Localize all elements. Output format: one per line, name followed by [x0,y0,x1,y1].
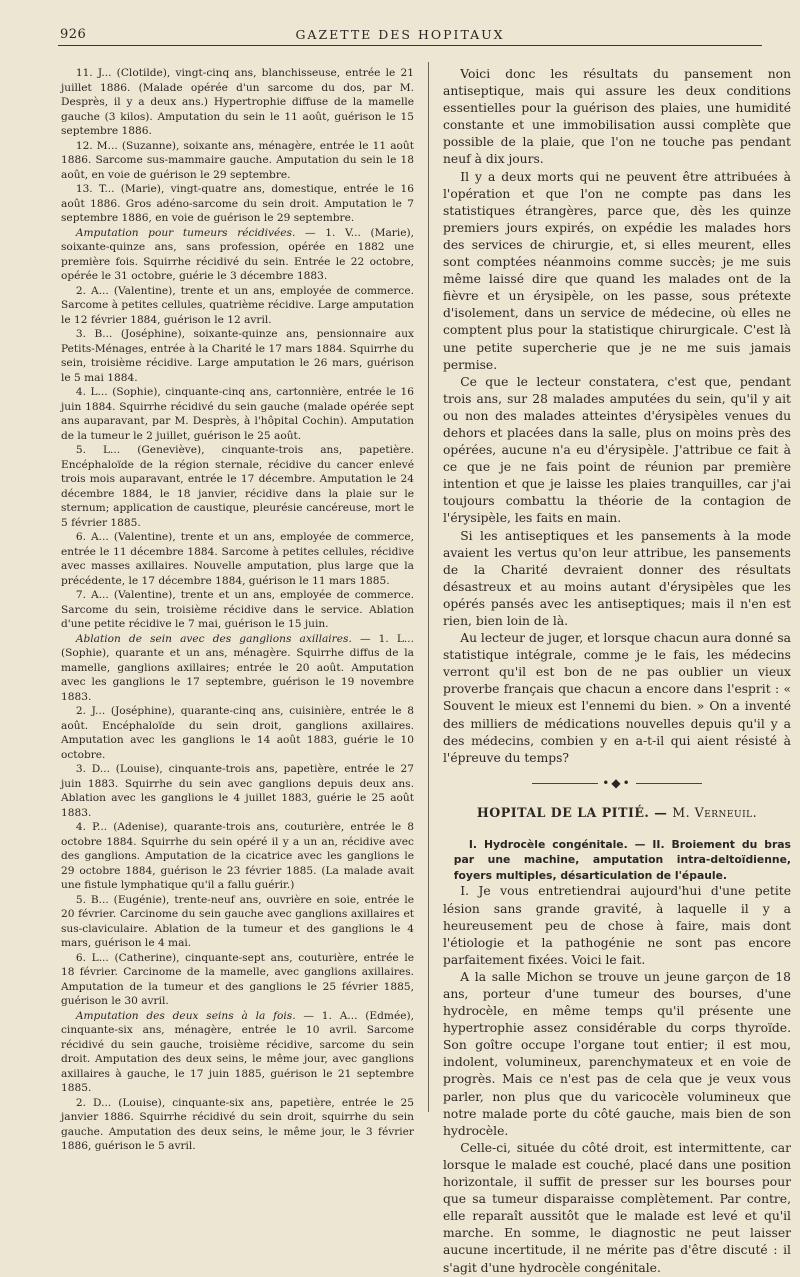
case-paragraph: 3. B... (Joséphine), soixante-quinze ans, pensionnaire aux Petits-Ménages, entrée à la Charité le 17 mars 1884. Squirrhe du sein, troisième récidive. Large amputation le 26 mars, guérison le 5 mai 1884. [61,328,414,384]
case-paragraph: 2. J... (Joséphine), quarante-cinq ans, cuisinière, entrée le 8 août. Encéphaloïde du sein droit, ganglions axillaires. Amputation avec les ganglions le 14 août 1883, guérie le 10 octobre. [61,705,414,761]
case-paragraph: 11. J... (Clotilde), vingt-cinq ans, blanchisseuse, entrée le 21 juillet 1886. (Malade opérée d'un sarcome du dos, par M. Desprès, il y a deux ans.) Hypertrophie diffuse de la mamelle gauche (3 kilos). Amputation du sein le 11 août, guérison le 15 septembre 1886. [61,67,414,137]
section-ornament: •◆• [443,776,791,792]
recidive-case-1 [61,226,414,284]
title-dash: — [654,804,668,820]
hospital-name: HOPITAL DE LA PITIÉ. [476,804,650,820]
body-paragraph: Voici donc les résultats du pansement non antiseptique, mais qui assure les deux conditions essentielles pour la guérison des plaies, une humidité constante et une immobilisation aussi complète que possible de la plaie, que l'on ne touche pas pendant neuf à dix jours. [443,67,791,167]
case-paragraph: 13. T... (Marie), vingt-quatre ans, domestique, entrée le 16 août 1886. Gros adéno-sarcome du sein droit. Amputation le 7 septembre 1886, en voie de guérison le 29 septembre. [61,183,414,224]
lecture-paragraph: Celle-ci, située du côté droit, est intermittente, car lorsque le malade est couché, placé dans une position horizontale, il suffit de presser sur les bourses pour que sa tumeur disparaisse complètement. Par contre, elle reparaît aussitôt que le malade est levé et qu'il marche. En somme, le diagnostic ne peut laisser aucune incertitude, il ne mérite pas d'être discuté : il s'agit d'une hydrocèle congénitale. [443,1140,791,1275]
body-paragraph: Au lecteur de juger, et lorsque chacun aura donné sa statistique intégrale, comme je le fais, les médecins verront qu'il est bon de ne pas oublier un vieux proverbe français que chacun a encore dans l'esprit : « Souvent le mieux est l'ennemi du bien. » On a inventé des milliers de médications nouvelles depuis qu'il y a des médecins, combien y en a-t-il qui aient résisté à l'épreuve du temps? [443,631,791,765]
left-column [61,66,414,1154]
case-paragraph: 7. A... (Valentine), trente et un ans, employée de commerce. Sarcome du sein, troisième récidive dans le service. Ablation d'une petite récidive le 7 mai, guérison le 15 juin. [61,589,414,630]
right-column [443,66,791,1277]
lecture-paragraph: I. Je vous entretiendrai aujourd'hui d'une petite lésion sans grande gravité, à laquelle il y a heureusement peu de chose à faire, mais dont l'étiologie et la pathogénie ne sont pas encore parfaitement fixées. Voici le fait. [443,884,791,967]
ganglions-heading: Ablation de sein avec des ganglions axillaires. [75,632,352,645]
case-paragraph: 2. D... (Louise), cinquante-six ans, papetière, entrée le 25 janvier 1886. Squirrhe récidivé du sein droit, squirrhe du sein gauche. Amputation des deux seins, le même jour, le 3 février 1886, guérison le 5 avril. [61,1096,414,1152]
deux-seins-heading: Amputation des deux seins à la fois. [75,1009,296,1022]
body-paragraph: Il y a deux morts qui ne peuvent être attribuées à l'opération et que l'on ne compte pas dans les statistiques étrangères, parce que, dès les quinze premiers jours expirés, on expédie les malades hors des services de chirurgie, et, si elles meurent, elles sont comptées néanmoins comme succès; je me suis même laissé dire que quand les malades ont de la fièvre et un érysipèle, on les passe, sous prétexte d'isolement, dans un service de médecine, où elles ne comptent plus pour la statistique chirurgicale. C'est là une petite supercherie que je ne me suis jamais permise. [443,169,791,372]
case-text: — 1. L... (Sophie), quarante et un ans, ménagère. Squirrhe diffus de la mamelle, ganglions axillaires; entrée le 20 août. Amputation avec les ganglions le 17 septembre, guérison le 19 novembre 1883. [61,632,414,703]
case-text: — 1. V... (Marie), soixante-quinze ans, sans profession, opérée en 1882 une première fois. Squirrhe récidivé du sein. Entrée le 22 octobre, opérée le 31 octobre, guérie le 3 décembre 1883. [61,226,414,282]
ganglions-case-1 [61,632,414,705]
body-paragraph: Si les antiseptiques et les pansements à la mode avaient les vertus qu'on leur attribue, les pansements de la Charité devraient donner des résultats désastreux et au moins autant d'érysipèles que les opérés pansés avec les antiseptiques; mais il n'en est rien, bien loin de là. [443,528,791,628]
lecture-summary: I. Hydrocèle congénitale. — II. Broiement du bras par une machine, amputation intra-deltoïdienne, foyers multiples, désarticulation de l'épaule. [453,837,791,882]
lecturer-name: M. Verneuil. [672,804,758,820]
case-paragraph: 6. A... (Valentine), trente et un ans, employée de commerce, entrée le 11 décembre 1884. Sarcome à petites cellules, récidive avec masses axillaires. Nouvelle amputation, plus large que la précédente, le 17 décembre 1884, guérison le 11 mars 1885. [61,531,414,587]
case-paragraph: 6. L... (Catherine), cinquante-sept ans, couturière, entrée le 18 février. Carcinome de la mamelle, avec ganglions axillaires. Amputation de la tumeur et des ganglions le 25 février 1885, guérison le 30 avril. [61,951,414,1007]
page-number: 926 [60,27,87,42]
case-paragraph: 3. D... (Louise), cinquante-trois ans, papetière, entrée le 27 juin 1883. Squirrhe du sein avec ganglions depuis deux ans. Ablation avec les ganglions le 4 juillet 1883, guérie le 25 août 1883. [61,763,414,819]
column-divider [428,62,429,1112]
case-paragraph: 4. P... (Adenise), quarante-trois ans, couturière, entrée le 8 octobre 1884. Squirrhe du sein opéré il y a un an, récidive avec des ganglions. Amputation de la cicatrice avec les ganglions le 29 octobre 1884, guérison le 23 février 1885. (La malade avait une fistule lymphatique qu'il a fallu guérir.) [61,821,414,891]
case-paragraph: 12. M... (Suzanne), soixante ans, ménagère, entrée le 11 août 1886. Sarcome sus-mammaire gauche. Amputation du sein le 18 août, en voie de guérison le 29 septembre. [61,139,414,181]
case-paragraph: 2. A... (Valentine), trente et un ans, employée de commerce. Sarcome à petites cellules, quatrième récidive. Large amputation le 12 février 1884, guérison le 12 avril. [61,284,414,326]
deux-seins-case-1 [61,1009,414,1096]
running-title: GAZETTE DES HOPITAUX [295,27,505,42]
body-paragraph: Ce que le lecteur constatera, c'est que, pendant trois ans, sur 28 malades amputées du sein, qu'il y ait ou non des malades atteintes d'érysipèles venues du dehors et placées dans la salle, plus on moins près des opérées, aucune n'a eu d'érysipèle. J'attribue ce fait à ce que je ne fais point de réunion par première intention et que je laisse les plaies tranquilles, car j'ai toujours combattu la théorie de la contagion de l'érysipèle, les faits en main. [443,374,791,526]
intro-cases [61,66,414,226]
header-rule [58,45,762,46]
lecture-paragraph: A la salle Michon se trouve un jeune garçon de 18 ans, porteur d'une tumeur des bourses, d'une hydrocèle, en même temps qu'il présente une hypertrophie assez considérable du corps thyroïde. Son goître occupe l'organe tout entier; il est mou, indolent, volumineux, parenchymateux et en voie de progrès. Mais ce n'est pas de cela que je veux vous parler, non plus que du varicocèle volumineux que notre malade porte du côté gauche, mais bien de son hydrocèle. [443,969,791,1138]
case-paragraph: 5. L... (Geneviève), cinquante-trois ans, papetière. Encéphaloïde de la région sternale, récidive du cancer enlevé trois mois auparavant, entrée le 17 décembre. Amputation le 24 décembre 1884, le 18 janvier, récidive dans la plaie sur le sternum; application de caustique, pleurésie cancéreuse, mort le 5 février 1885. [61,444,414,529]
section-title [443,804,791,821]
recidive-heading: Amputation pour tumeurs récidivées. [75,226,296,239]
case-paragraph: 4. L... (Sophie), cinquante-cinq ans, cartonnière, entrée le 16 juin 1884. Squirrhe récidivé du sein gauche (malade opérée sept ans auparavant, par M. Desprès, à l'hôpital Cochin). Amputation de la tumeur le 2 juillet, guérison le 25 août. [61,386,414,442]
case-text: — 1. A... (Edmée), cinquante-six ans, ménagère, entrée le 10 avril. Sarcome récidivé du sein gauche, troisième récidive, sarcome du sein droit. Amputation des deux seins, le même jour, avec ganglions axillaires à gauche, le 17 juin 1885, guérison le 21 septembre 1885. [61,1009,414,1094]
case-paragraph: 5. B... (Eugénie), trente-neuf ans, ouvrière en soie, entrée le 20 février. Carcinome du sein gauche avec ganglions axillaires et sus-claviculaire. Ablation de la tumeur et des ganglions le 4 mars, guérison le 4 mai. [61,893,414,949]
